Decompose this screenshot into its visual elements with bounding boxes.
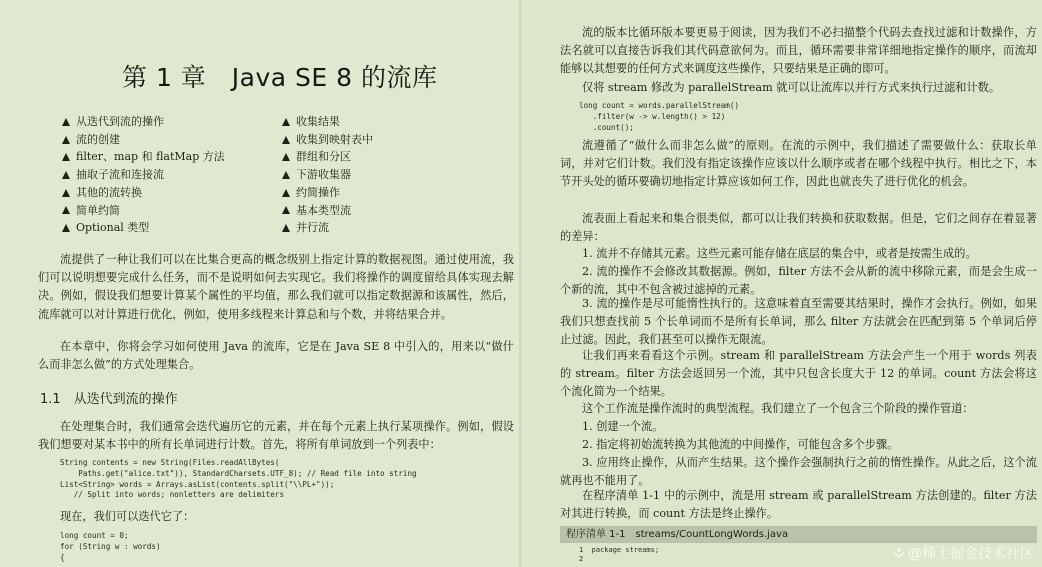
toc-item: 基本类型流 <box>282 202 373 220</box>
chapter-title: 第 1 章 Java SE 8 的流库 <box>122 63 438 92</box>
triangle-bullet-icon <box>282 153 290 161</box>
section-paragraph: 在处理集合时，我们通常会迭代遍历它的元素，并在每个元素上执行某项操作。例如，假设我们想要对某本书中的所有长单词进行计数。首先，将所有单词放到一个列表中： <box>38 420 514 452</box>
toc-column-1 <box>62 113 225 237</box>
right-paragraph-1: 流的版本比循环版本要更易于阅读，因为我们不必扫描整个代码去查找过滤和计数操作，方法名就可以直接告诉我们其代码意欲何为。而且，循环需要非常详细地指定操作的顺序，而流却能够以其想要的任何方式来调度这些操作，只要结果是正确的即可。 <box>560 26 1037 76</box>
difference-item-2: 2. 流的操作不会修改其数据源。例如，filter 方法不会从新的流中移除元素，而是会生成一个新的流，其中不包含被过滤掉的元素。 <box>560 265 1037 297</box>
pipeline-step-2: 2. 指定将初始流转换为其他流的中间操作，可能包含多个步骤。 <box>582 438 899 451</box>
toc-item: 简单约简 <box>62 202 225 220</box>
triangle-bullet-icon <box>282 206 290 214</box>
triangle-bullet-icon <box>62 206 70 214</box>
code-block-1: String contents = new String(Files.readAllBytes( Paths.get("alice.txt")), StandardCharsets.UTF_8); // Read file into string List<String> words = Arrays.asList(contents.split("\\PL+")); // Split into words; nonletters are delimiters <box>60 458 417 500</box>
difference-item-3: 3. 流的操作是尽可能惰性执行的。这意味着直至需要其结果时，操作才会执行。例如，如果我们只想查找前 5 个长单词而不是所有长单词，那么 filter 方法就会在匹配到第 5 个单词后停止过滤。因此，我们甚至可以操作无限流。 <box>560 297 1037 347</box>
toc-item: Optional 类型 <box>62 219 225 237</box>
toc-item: 约简操作 <box>282 184 373 202</box>
watermark <box>893 543 1034 563</box>
pipeline-step-1: 1. 创建一个流。 <box>582 420 664 433</box>
triangle-bullet-icon <box>62 136 70 144</box>
right-paragraph-7: 在程序清单 1-1 中的示例中，流是用 stream 或 parallelStream 方法创建的。filter 方法对其进行转换，而 count 方法是终止操作。 <box>560 489 1037 521</box>
listing-title-bar: 程序清单 1-1 streams/CountLongWords.java <box>560 526 1037 543</box>
listing-code: 1 package streams; 2 <box>579 546 660 563</box>
toc-item: 抽取子流和连接流 <box>62 166 225 184</box>
toc-item: 从迭代到流的操作 <box>62 113 225 131</box>
triangle-bullet-icon <box>62 153 70 161</box>
right-paragraph-4: 流表面上看起来和集合很类似，都可以让我们转换和获取数据。但是，它们之间存在着显著的差异： <box>560 212 1037 244</box>
right-page <box>521 0 1042 567</box>
toc-item: 群组和分区 <box>282 148 373 166</box>
code-block-2: long count = 0; for (String w : words) { <box>60 531 161 562</box>
triangle-bullet-icon <box>282 189 290 197</box>
pipeline-step-3: 3. 应用终止操作，从而产生结果。这个操作会强制执行之前的惰性操作。从此之后，这个流就再也不能用了。 <box>560 456 1037 488</box>
toc-item: 其他的流转换 <box>62 184 225 202</box>
triangle-bullet-icon <box>282 171 290 179</box>
toc-column-2 <box>282 113 373 237</box>
toc-item: filter、map 和 flatMap 方法 <box>62 148 225 166</box>
toc-item: 下游收集器 <box>282 166 373 184</box>
right-paragraph-3: 流遵循了“做什么而非怎么做”的原则。在流的示例中，我们描述了需要做什么：获取长单词，并对它们计数。我们没有指定该操作应该以什么顺序或者在哪个线程中执行。相比之下，本节开头处的循环要确切地指定计算应该如何工作，因此也就丧失了进行优化的机会。 <box>560 139 1037 189</box>
intro-paragraph-1: 流提供了一种让我们可以在比集合更高的概念级别上指定计算的数据视图。通过使用流，我们可以说明想要完成什么任务，而不是说明如何去实现它。我们将操作的调度留给具体实现去解决。例如，假设我们想要计算某个属性的平均值，那么我们就可以指定数据源和该属性，然后，流库就可以对计算进行优化，例如，使用多线程来计算总和与个数，并将结果合并。 <box>38 253 514 321</box>
now-iterate-text: 现在，我们可以迭代它了： <box>60 510 195 523</box>
intro-paragraph-2: 在本章中，你将会学习如何使用 Java 的流库，它是在 Java SE 8 中引入的，用来以“做什么而非怎么做”的方式处理集合。 <box>38 340 514 372</box>
triangle-bullet-icon <box>282 224 290 232</box>
watermark-text: @稀土掘金技术社区 <box>908 546 1034 562</box>
difference-item-1: 1. 流并不存储其元素。这些元素可能存储在底层的集合中，或者是按需生成的。 <box>582 247 977 260</box>
toc-item: 并行流 <box>282 219 373 237</box>
right-paragraph-2: 仅将 stream 修改为 parallelStream 就可以让流库以并行方式来执行过滤和计数。 <box>582 81 1001 94</box>
triangle-bullet-icon <box>62 224 70 232</box>
section-title: 1.1 从迭代到流的操作 <box>40 392 178 407</box>
juejin-logo-icon <box>893 547 905 559</box>
code-block-parallel: long count = words.parallelStream() .filter(w -> w.length() > 12) .count(); <box>579 101 740 132</box>
triangle-bullet-icon <box>62 171 70 179</box>
toc-item: 流的创建 <box>62 131 225 149</box>
triangle-bullet-icon <box>62 118 70 126</box>
triangle-bullet-icon <box>282 118 290 126</box>
right-paragraph-6: 这个工作流是操作流时的典型流程。我们建立了一个包含三个阶段的操作管道： <box>582 402 974 415</box>
toc-item: 收集到映射表中 <box>282 131 373 149</box>
toc-item: 收集结果 <box>282 113 373 131</box>
triangle-bullet-icon <box>62 189 70 197</box>
right-paragraph-5: 让我们再来看看这个示例。stream 和 parallelStream 方法会产生一个用于 words 列表的 stream。filter 方法会返回另一个流，其中只包含长度大于 12 的单词。count 方法会将这个流化简为一个结果。 <box>560 349 1037 399</box>
triangle-bullet-icon <box>282 136 290 144</box>
